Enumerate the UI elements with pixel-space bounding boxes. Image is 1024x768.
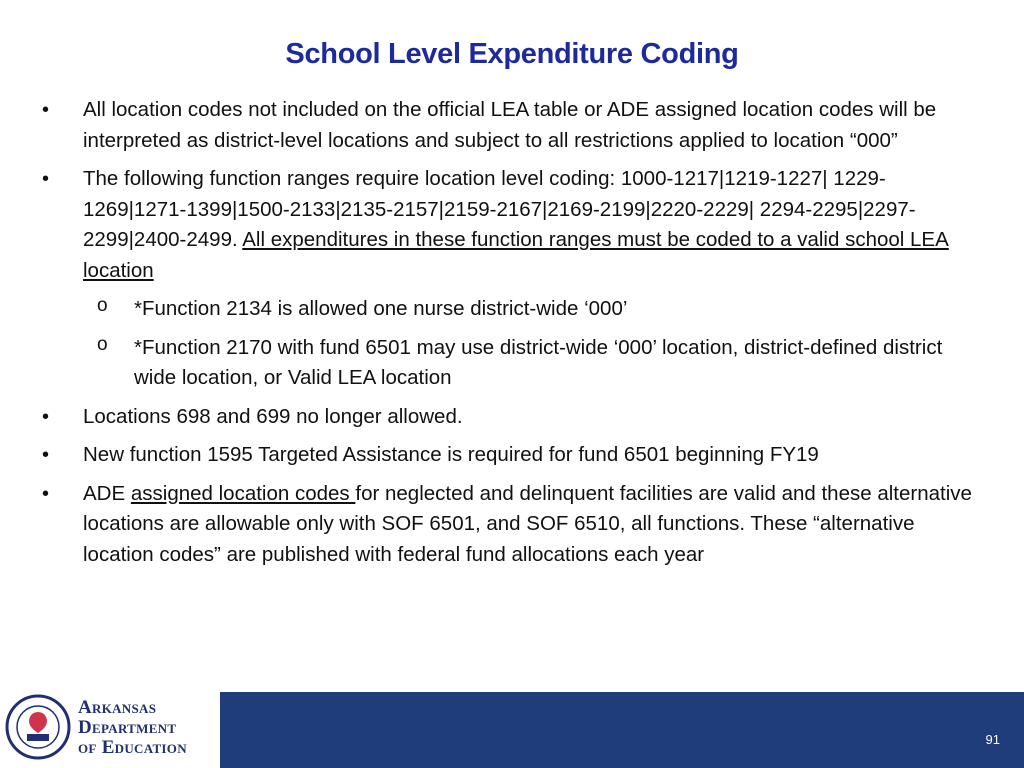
bullet-item: [42, 164, 982, 286]
sub-bullet-text: *Function 2170 with fund 6501 may use district-wide ‘000’ location, district-defined district wide location, or Valid LEA location: [134, 335, 943, 389]
ade-logo: [0, 692, 220, 768]
bullet-item: [42, 440, 982, 471]
bullet-mark: •: [42, 405, 50, 428]
ade-seal-icon: [5, 694, 71, 760]
slide-title: School Level Expenditure Coding: [285, 38, 739, 70]
page-number: 91: [985, 732, 1000, 747]
bullet-text-underlined: All expenditures in these function ranges must be coded to a valid school LEA location: [83, 228, 949, 282]
logo-line-3: of Education: [78, 737, 187, 758]
bullet-mark: •: [42, 168, 50, 190]
bullet-text: for neglected and delinquent facilities are valid and these alternative locations are allowable only with SOF 6501, and SOF 6510, all functions. These “alternative location codes” are published with federal fund allocations each year: [83, 481, 972, 566]
bullet-mark: •: [42, 482, 50, 505]
bullet-item: [42, 479, 982, 571]
footer-bar: [220, 692, 1024, 768]
bullet-item: [42, 402, 982, 433]
ade-logo-text: [78, 698, 187, 758]
bullet-text: All location codes not included on the official LEA table or ADE assigned location codes will be interpreted as district-level locations and subject to all restrictions applied to location “000”: [83, 98, 937, 152]
sub-bullet-mark: o: [97, 333, 108, 355]
bullet-text: New function 1595 Targeted Assistance is required for fund 6501 beginning FY19: [83, 443, 819, 466]
sub-bullet-mark: o: [97, 295, 108, 316]
bullet-item: [42, 95, 982, 156]
bullet-text: Locations 698 and 699 no longer allowed.: [83, 404, 463, 428]
bullet-text: ADE: [83, 481, 131, 505]
sub-bullet-item: [42, 294, 982, 325]
sub-bullet-text: *Function 2134 is allowed one nurse district-wide ‘000’: [134, 297, 628, 320]
logo-line-1: Arkansas: [78, 697, 157, 718]
bullet-mark: •: [42, 444, 50, 466]
logo-line-2: Department: [78, 717, 177, 738]
bullet-text: The following function ranges require location level coding: 1000-1217|1219-1227| 1229-1269|1271-1399|1500-2133|2135-2157|2159-2167|2169-2199|2220-2229| 2294-2295|2297-2299|2400-2499.: [83, 167, 916, 251]
slide-content: [42, 95, 982, 578]
sub-bullet-item: [42, 333, 982, 394]
bullet-text-underlined: assigned location codes: [130, 481, 356, 505]
bullet-mark: •: [42, 99, 50, 121]
